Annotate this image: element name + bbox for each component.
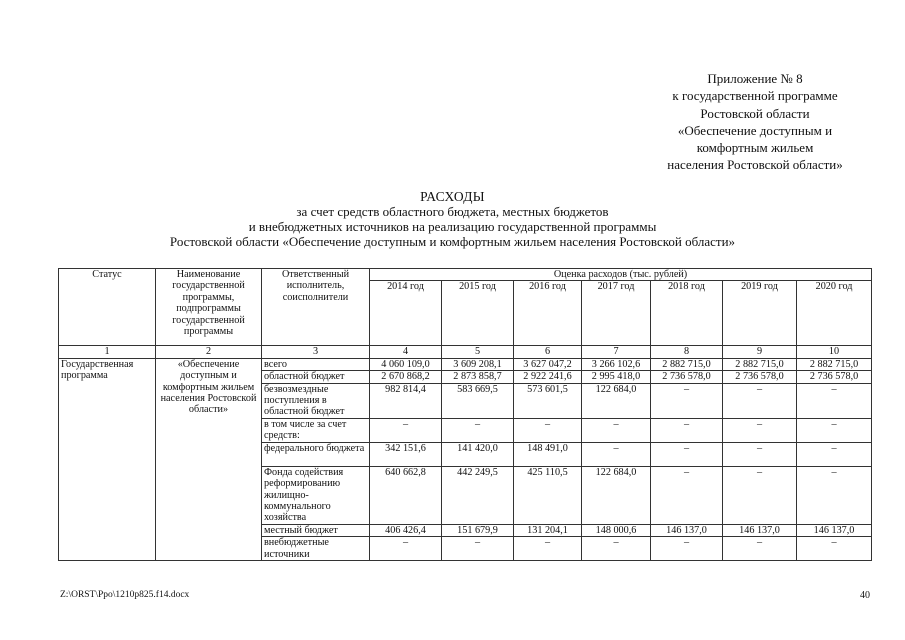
amount-cell: – xyxy=(723,466,797,524)
amount-cell: 4 060 109,0 xyxy=(370,358,442,370)
amount-cell: – xyxy=(797,383,872,418)
page-number: 40 xyxy=(860,590,870,601)
document-title: РАСХОДЫ xyxy=(420,189,485,204)
column-number: 5 xyxy=(442,346,514,358)
column-number: 4 xyxy=(370,346,442,358)
header-status: Статус xyxy=(59,269,156,346)
amount-cell: – xyxy=(651,537,723,561)
document-heading xyxy=(0,189,905,249)
amount-cell: – xyxy=(797,442,872,466)
funding-source-label: федерального бюджета xyxy=(262,442,370,466)
heading-line: за счет средств областного бюджета, местных бюджетов xyxy=(296,204,609,219)
amount-cell: – xyxy=(651,383,723,418)
amount-cell: – xyxy=(582,418,651,442)
amount-cell: – xyxy=(797,466,872,524)
column-number-row xyxy=(59,346,872,358)
funding-source-label: местный бюджет xyxy=(262,524,370,536)
amount-cell: 141 420,0 xyxy=(442,442,514,466)
amount-cell: 425 110,5 xyxy=(514,466,582,524)
header-year: 2020 год xyxy=(797,281,872,346)
column-number: 2 xyxy=(156,346,262,358)
amount-cell: 146 137,0 xyxy=(797,524,872,536)
amount-cell: 151 679,9 xyxy=(442,524,514,536)
amount-cell: – xyxy=(582,537,651,561)
funding-source-label: областной бюджет xyxy=(262,371,370,383)
amount-cell: 2 882 715,0 xyxy=(723,358,797,370)
amount-cell: – xyxy=(651,442,723,466)
amount-cell: 122 684,0 xyxy=(582,383,651,418)
amount-cell: 2 882 715,0 xyxy=(651,358,723,370)
amount-cell: – xyxy=(723,537,797,561)
appendix-line: Приложение № 8 xyxy=(707,71,803,86)
amount-cell: – xyxy=(651,418,723,442)
funding-source-label: всего xyxy=(262,358,370,370)
header-year: 2017 год xyxy=(582,281,651,346)
column-number: 6 xyxy=(514,346,582,358)
amount-cell: 2 736 578,0 xyxy=(651,371,723,383)
header-executor: Ответственный исполнитель, соисполнители xyxy=(262,269,370,346)
expenses-table xyxy=(58,268,872,561)
amount-cell: 982 814,4 xyxy=(370,383,442,418)
column-number: 1 xyxy=(59,346,156,358)
column-number: 7 xyxy=(582,346,651,358)
table-row xyxy=(59,358,872,370)
amount-cell: – xyxy=(723,383,797,418)
amount-cell: – xyxy=(582,442,651,466)
header-year: 2015 год xyxy=(442,281,514,346)
funding-source-label: в том числе за счет средств: xyxy=(262,418,370,442)
appendix-block xyxy=(600,70,905,174)
status-cell: Государственная программа xyxy=(59,358,156,560)
header-program-name: Наименование государственной программы, подпрограммы государственной программы xyxy=(156,269,262,346)
amount-cell: 146 137,0 xyxy=(723,524,797,536)
amount-cell: 148 491,0 xyxy=(514,442,582,466)
amount-cell: 3 266 102,6 xyxy=(582,358,651,370)
amount-cell: 640 662,8 xyxy=(370,466,442,524)
amount-cell: 122 684,0 xyxy=(582,466,651,524)
amount-cell: – xyxy=(514,418,582,442)
column-number: 8 xyxy=(651,346,723,358)
appendix-line: комфортным жильем xyxy=(696,140,814,156)
amount-cell: – xyxy=(442,418,514,442)
column-number: 9 xyxy=(723,346,797,358)
header-estimate: Оценка расходов (тыс. рублей) xyxy=(370,269,872,281)
amount-cell: 2 670 868,2 xyxy=(370,371,442,383)
amount-cell: – xyxy=(723,418,797,442)
amount-cell: – xyxy=(370,418,442,442)
footer-file-path: Z:\ORST\Ppo\1210p825.f14.docx xyxy=(60,590,190,600)
header-row xyxy=(59,269,872,281)
amount-cell: 583 669,5 xyxy=(442,383,514,418)
amount-cell: – xyxy=(370,537,442,561)
amount-cell: – xyxy=(514,537,582,561)
amount-cell: – xyxy=(723,442,797,466)
program-name-cell: «Обеспечение доступным и комфортным жильем населения Ростовской области» xyxy=(156,358,262,560)
header-year: 2014 год xyxy=(370,281,442,346)
amount-cell: 148 000,6 xyxy=(582,524,651,536)
header-year: 2016 год xyxy=(514,281,582,346)
amount-cell: 2 995 418,0 xyxy=(582,371,651,383)
amount-cell: – xyxy=(797,418,872,442)
appendix-line: «Обеспечение доступным и xyxy=(677,122,833,138)
header-year: 2019 год xyxy=(723,281,797,346)
amount-cell: 573 601,5 xyxy=(514,383,582,418)
appendix-line: Ростовской области xyxy=(700,105,810,121)
column-number: 10 xyxy=(797,346,872,358)
amount-cell: 2 922 241,6 xyxy=(514,371,582,383)
funding-source-label: Фонда содействия реформированию жилищно-коммунального хозяйства xyxy=(262,466,370,524)
amount-cell: 2 736 578,0 xyxy=(723,371,797,383)
header-year: 2018 год xyxy=(651,281,723,346)
amount-cell: 406 426,4 xyxy=(370,524,442,536)
amount-cell: – xyxy=(442,537,514,561)
amount-cell: 131 204,1 xyxy=(514,524,582,536)
amount-cell: 146 137,0 xyxy=(651,524,723,536)
amount-cell: 3 627 047,2 xyxy=(514,358,582,370)
heading-line: Ростовской области «Обеспечение доступным и комфортным жильем населения Ростовской области» xyxy=(169,234,736,249)
amount-cell: 2 882 715,0 xyxy=(797,358,872,370)
amount-cell: 342 151,6 xyxy=(370,442,442,466)
column-number: 3 xyxy=(262,346,370,358)
amount-cell: – xyxy=(797,537,872,561)
amount-cell: 2 873 858,7 xyxy=(442,371,514,383)
funding-source-label: безвозмездные поступления в областной бюджет xyxy=(262,383,370,418)
heading-line: и внебюджетных источников на реализацию государственной программы xyxy=(248,219,657,234)
amount-cell: 442 249,5 xyxy=(442,466,514,524)
funding-source-label: внебюджетные источники xyxy=(262,537,370,561)
amount-cell: – xyxy=(651,466,723,524)
amount-cell: 3 609 208,1 xyxy=(442,358,514,370)
appendix-line: к государственной программе xyxy=(672,88,838,104)
appendix-line: населения Ростовской области» xyxy=(667,157,843,173)
amount-cell: 2 736 578,0 xyxy=(797,371,872,383)
